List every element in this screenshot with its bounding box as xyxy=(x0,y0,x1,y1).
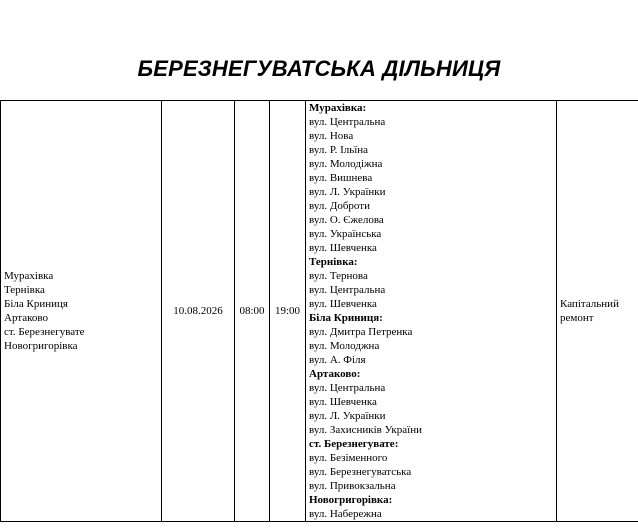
settlement-heading: Біла Криниця: xyxy=(309,312,383,324)
street-name: вул. Вишнева xyxy=(309,172,373,184)
settlement-heading: Артаково: xyxy=(309,368,361,380)
street-name: вул. Дмитра Петренка xyxy=(309,326,413,338)
settlement-name: Тернівка xyxy=(4,284,45,296)
settlement-name: Біла Криниця xyxy=(4,298,68,310)
settlement-name: Новогригорівка xyxy=(4,340,78,352)
street-name: вул. Л. Українки xyxy=(309,186,386,198)
street-name: вул. Шевченка xyxy=(309,242,377,254)
date-cell: 10.08.2026 xyxy=(162,101,235,522)
street-name: вул. Тернова xyxy=(309,270,368,282)
street-name: вул. Центральна xyxy=(309,284,386,296)
street-name: вул. Р. Ільїна xyxy=(309,144,369,156)
settlement-name: ст. Березнегувате xyxy=(4,326,85,338)
street-name: вул. О. Єжелова xyxy=(309,214,384,226)
work-type-cell xyxy=(557,101,638,522)
start-time-cell: 08:00 xyxy=(235,101,270,522)
settlement-heading: ст. Березнегувате: xyxy=(309,438,399,450)
street-name: вул. Безіменного xyxy=(309,452,388,464)
outage-schedule-table xyxy=(0,100,638,522)
street-name: вул. А. Філя xyxy=(309,354,366,366)
end-time-cell: 19:00 xyxy=(270,101,306,522)
street-name: вул. Нова xyxy=(309,130,354,142)
settlement-heading: Новогригорівка: xyxy=(309,494,393,506)
streets-cell xyxy=(306,101,557,522)
street-name: вул. Молоджна xyxy=(309,340,380,352)
street-name: вул. Шевченка xyxy=(309,396,377,408)
settlement-name: Мурахівка xyxy=(4,270,54,282)
settlements-cell xyxy=(1,101,162,522)
settlement-heading: Тернівка: xyxy=(309,256,358,268)
settlement-heading: Мурахівка: xyxy=(309,102,367,114)
section-title: БЕРЕЗНЕГУВАТСЬКА ДІЛЬНИЦЯ xyxy=(137,56,501,81)
table-row xyxy=(1,101,638,522)
street-name: вул. Привокзальна xyxy=(309,480,396,492)
settlement-name: Артаково xyxy=(4,312,49,324)
street-name: вул. Набережна xyxy=(309,508,382,520)
street-name: вул. Шевченка xyxy=(309,298,377,310)
street-name: вул. Захисників України xyxy=(309,424,422,436)
street-name: вул. Центральна xyxy=(309,382,386,394)
work-type-text: ремонт xyxy=(560,312,594,324)
street-name: вул. Березнегуватська xyxy=(309,466,412,478)
street-name: вул. Українська xyxy=(309,228,382,240)
work-type-text: Капітальний xyxy=(560,298,619,310)
street-name: вул. Доброти xyxy=(309,200,370,212)
street-name: вул. Л. Українки xyxy=(309,410,386,422)
street-name: вул. Центральна xyxy=(309,116,386,128)
street-name: вул. Молодіжна xyxy=(309,158,383,170)
